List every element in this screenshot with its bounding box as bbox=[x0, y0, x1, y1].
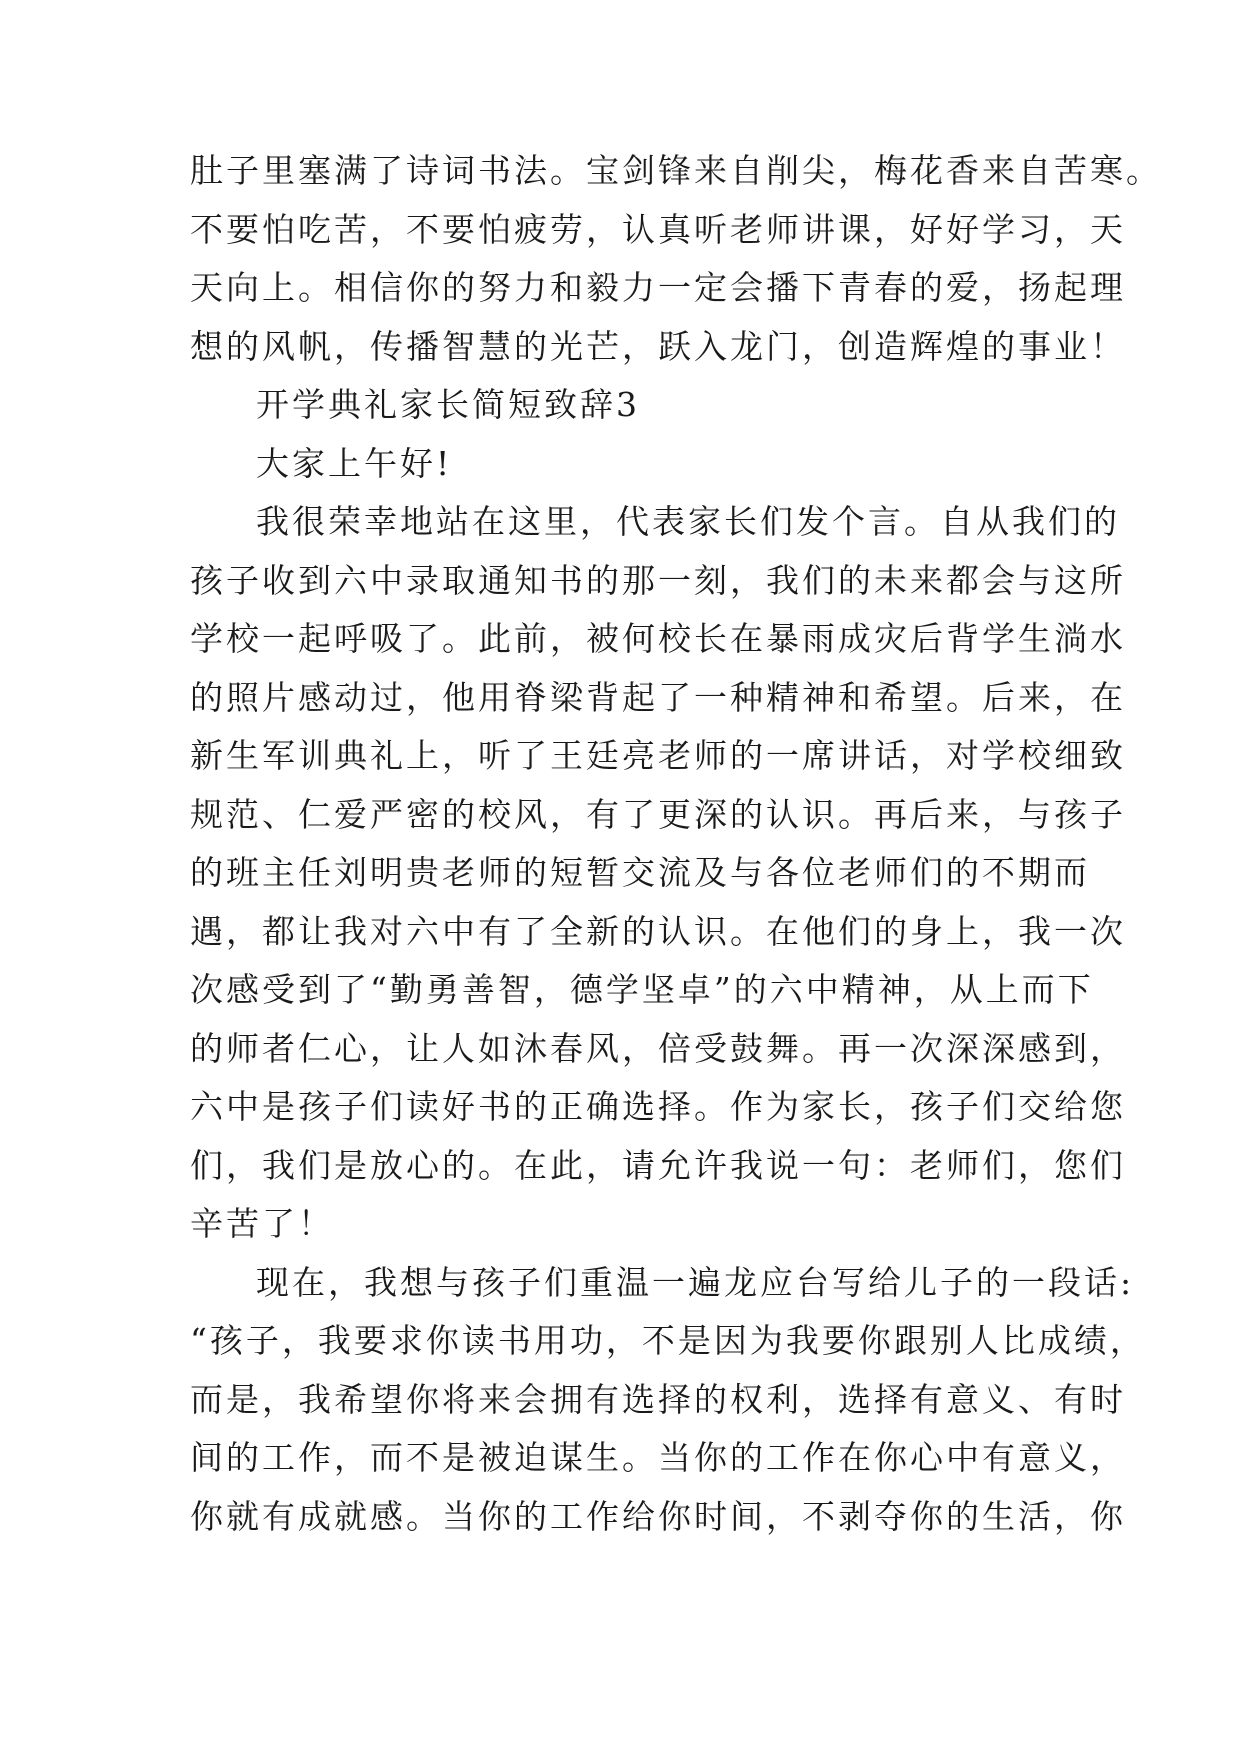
greeting: 大家上午好! bbox=[256, 444, 453, 483]
section-heading: 开学典礼家长简短致辞3 bbox=[256, 385, 640, 424]
text-line: 次感受到了“勤勇善智，德学坚卓”的六中精神，从上而下 bbox=[190, 970, 1094, 1009]
text-line: 天向上。相信你的努力和毅力一定会播下青春的爱，扬起理 bbox=[190, 268, 1126, 307]
text-line: 们，我们是放心的。在此，请允许我说一句：老师们，您们 bbox=[190, 1146, 1126, 1185]
text-line: 现在，我想与孩子们重温一遍龙应台写给儿子的一段话: bbox=[256, 1263, 1135, 1302]
text-line: 而是，我希望你将来会拥有选择的权利，选择有意义、有时 bbox=[190, 1380, 1126, 1419]
text-line: 的照片感动过，他用脊梁背起了一种精神和希望。后来，在 bbox=[190, 678, 1126, 717]
text-line: “孩子，我要求你读书用功，不是因为我要你跟别人比成绩， bbox=[190, 1321, 1146, 1360]
text-line: 间的工作，而不是被迫谋生。当你的工作在你心中有意义， bbox=[190, 1438, 1126, 1477]
text-line: 孩子收到六中录取通知书的那一刻，我们的未来都会与这所 bbox=[190, 561, 1126, 600]
text-line: 六中是孩子们读好书的正确选择。作为家长，孩子们交给您 bbox=[190, 1087, 1126, 1126]
text-line: 你就有成就感。当你的工作给你时间，不剥夺你的生活，你 bbox=[190, 1497, 1126, 1536]
text-line: 的班主任刘明贵老师的短暂交流及与各位老师们的不期而 bbox=[190, 853, 1090, 892]
text-line: 规范、仁爱严密的校风，有了更深的认识。再后来，与孩子 bbox=[190, 795, 1126, 834]
text-line: 的师者仁心，让人如沐春风，倍受鼓舞。再一次深深感到， bbox=[190, 1029, 1126, 1068]
text-line: 辛苦了！ bbox=[190, 1204, 334, 1243]
text-line: 我很荣幸地站在这里，代表家长们发个言。自从我们的 bbox=[256, 502, 1120, 541]
text-line: 肚子里塞满了诗词书法。宝剑锋来自削尖，梅花香来自苦寒。 bbox=[190, 151, 1162, 190]
text-line: 遇，都让我对六中有了全新的认识。在他们的身上，我一次 bbox=[190, 912, 1126, 951]
text-line: 新生军训典礼上，听了王廷亮老师的一席讲话，对学校细致 bbox=[190, 736, 1126, 775]
text-line: 想的风帆，传播智慧的光芒，跃入龙门，创造辉煌的事业！ bbox=[190, 327, 1126, 366]
text-line: 学校一起呼吸了。此前，被何校长在暴雨成灾后背学生淌水 bbox=[190, 619, 1126, 658]
text-line: 不要怕吃苦，不要怕疲劳，认真听老师讲课，好好学习，天 bbox=[190, 210, 1126, 249]
